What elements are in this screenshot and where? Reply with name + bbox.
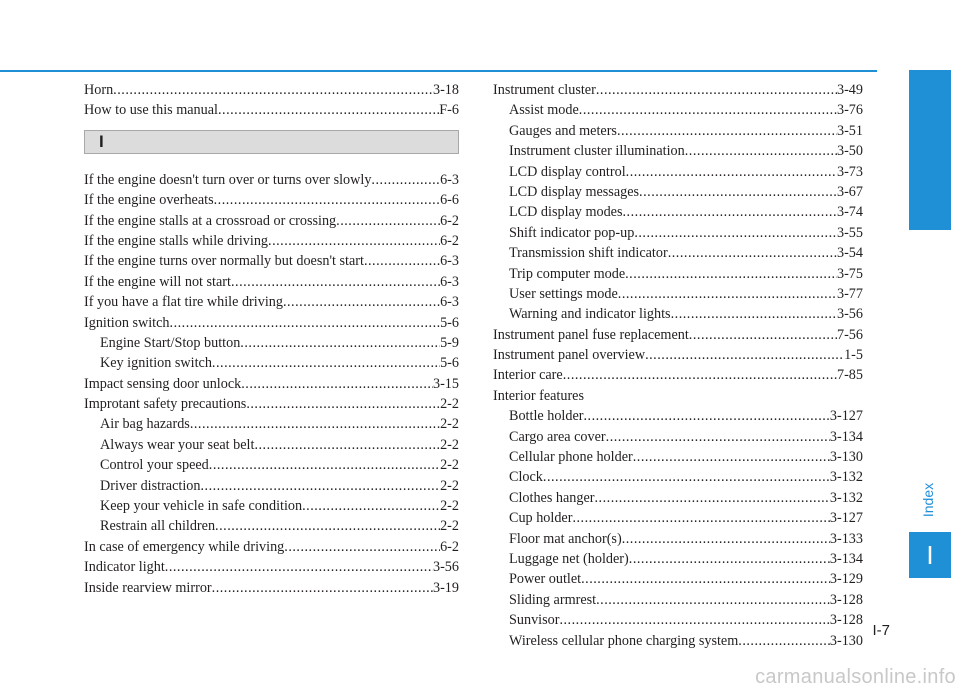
dot-leader xyxy=(626,162,837,182)
entry-title: Luggage net (holder) xyxy=(509,550,629,567)
entry-title: Ignition switch xyxy=(84,314,170,331)
index-subentry[interactable] xyxy=(493,284,863,304)
dot-leader xyxy=(190,414,440,434)
entry-page: 3-56 xyxy=(836,306,863,323)
entry-title: Warning and indicator lights xyxy=(509,306,671,323)
index-subentry[interactable] xyxy=(84,516,459,536)
entry-page: 3-19 xyxy=(432,579,459,596)
index-entry[interactable] xyxy=(84,170,459,190)
index-subentry[interactable] xyxy=(493,243,863,263)
entry-page: 3-127 xyxy=(829,510,863,527)
top-rule xyxy=(0,70,877,72)
entry-page: 6-3 xyxy=(440,253,459,270)
entry-page: F-6 xyxy=(439,102,459,119)
entry-title: If the engine stalls while driving xyxy=(84,232,269,249)
entry-page: 6-3 xyxy=(440,171,459,188)
index-subentry[interactable] xyxy=(493,264,863,284)
entry-page: 2-2 xyxy=(440,457,459,474)
index-subentry[interactable] xyxy=(493,304,863,324)
dot-leader xyxy=(563,365,837,385)
entry-title: If the engine will not start xyxy=(84,273,231,290)
entry-title: LCD display modes xyxy=(509,204,623,221)
index-entry[interactable] xyxy=(84,80,459,100)
dot-leader xyxy=(240,333,440,353)
entry-page: 3-132 xyxy=(829,489,863,506)
dot-leader xyxy=(218,100,439,120)
entry-title: Sunvisor xyxy=(509,612,560,629)
entry-page: 3-18 xyxy=(432,82,459,98)
entry-page: 3-74 xyxy=(836,204,863,221)
entry-page: 6-3 xyxy=(440,294,459,311)
entry-title: How to use this manual xyxy=(84,102,218,119)
dot-leader xyxy=(170,313,441,333)
entry-title: Bottle holder xyxy=(509,408,584,425)
entry-title: Cellular phone holder xyxy=(509,449,633,466)
index-subentry[interactable] xyxy=(493,447,863,467)
entry-page: 3-130 xyxy=(829,632,863,649)
entry-title: Clock xyxy=(509,469,543,486)
entry-page: 6-6 xyxy=(440,192,459,209)
dot-leader xyxy=(618,284,837,304)
dot-leader xyxy=(671,304,837,324)
entry-page: 3-129 xyxy=(829,571,863,588)
index-entry[interactable] xyxy=(84,272,459,292)
dot-leader xyxy=(625,264,837,284)
index-list-main xyxy=(84,170,459,598)
side-tab-bar xyxy=(909,70,951,230)
entry-page: 2-2 xyxy=(440,416,459,433)
dot-leader xyxy=(165,557,433,577)
entry-page: 3-134 xyxy=(829,550,863,567)
entry-page: 2-2 xyxy=(440,477,459,494)
dot-leader xyxy=(559,610,829,630)
dot-leader xyxy=(581,569,830,589)
entry-page: 3-75 xyxy=(836,265,863,282)
entry-page: 3-133 xyxy=(829,530,863,547)
index-column-right xyxy=(493,80,863,651)
dot-leader xyxy=(336,211,440,231)
entry-page: 2-2 xyxy=(440,436,459,453)
index-entry[interactable] xyxy=(84,211,459,231)
index-subentry[interactable] xyxy=(493,162,863,182)
dot-leader xyxy=(738,631,830,651)
side-tab-label[interactable] xyxy=(917,470,939,530)
entry-page: 3-127 xyxy=(829,408,863,425)
entry-title: Interior care xyxy=(493,367,563,384)
entry-page: 3-132 xyxy=(829,469,863,486)
dot-leader xyxy=(606,427,830,447)
dot-leader xyxy=(685,141,837,161)
dot-leader xyxy=(668,243,837,263)
entry-title: LCD display messages xyxy=(509,183,640,200)
dot-leader xyxy=(364,251,440,271)
entry-title: Cargo area cover xyxy=(509,428,606,445)
entry-title: In case of emergency while driving xyxy=(84,538,285,555)
dot-leader xyxy=(200,476,440,496)
watermark: carmanualsonline.info xyxy=(755,666,956,688)
index-entry[interactable] xyxy=(84,100,459,120)
entry-page: 3-130 xyxy=(829,449,863,466)
index-subentry[interactable] xyxy=(84,476,459,496)
dot-leader xyxy=(639,182,837,202)
index-subentry[interactable] xyxy=(493,182,863,202)
index-subentry[interactable] xyxy=(493,610,863,630)
index-subentry[interactable] xyxy=(493,508,863,528)
entry-page: 1-5 xyxy=(844,347,863,364)
entry-title: Always wear your seat belt xyxy=(100,436,255,453)
index-list-top xyxy=(84,80,459,121)
dot-leader xyxy=(572,508,829,528)
index-entry[interactable] xyxy=(84,190,459,210)
entry-page: 2-2 xyxy=(440,396,459,413)
entry-page: 3-56 xyxy=(432,559,459,576)
entry-page: 7-85 xyxy=(836,367,863,384)
dot-leader xyxy=(543,467,830,487)
index-entry[interactable] xyxy=(84,292,459,312)
entry-title: Assist mode xyxy=(509,102,579,119)
index-entry[interactable] xyxy=(493,365,863,385)
index-entry[interactable] xyxy=(84,251,459,271)
entry-title: Wireless cellular phone charging system xyxy=(509,632,739,649)
entry-page: 2-2 xyxy=(440,498,459,515)
entry-page: 3-67 xyxy=(836,183,863,200)
index-subentry[interactable] xyxy=(84,353,459,373)
entry-title: If the engine overheats xyxy=(84,192,214,209)
entry-page: 5-9 xyxy=(440,334,459,351)
dot-leader xyxy=(241,374,433,394)
dot-leader xyxy=(622,529,830,549)
index-subentry[interactable] xyxy=(493,467,863,487)
entry-page: 3-55 xyxy=(836,224,863,241)
entry-page: 7-56 xyxy=(836,326,863,343)
dot-leader xyxy=(623,202,837,222)
entry-page: 6-2 xyxy=(440,232,459,249)
dot-leader xyxy=(254,435,440,455)
index-subentry[interactable] xyxy=(493,121,863,141)
entry-title: If the engine doesn't turn over or turns over slowly xyxy=(84,171,372,188)
entry-page: 3-76 xyxy=(836,102,863,119)
index-entry[interactable] xyxy=(493,386,863,406)
dot-leader xyxy=(596,590,830,610)
dot-leader xyxy=(645,345,844,365)
entry-title: User settings mode xyxy=(509,285,618,302)
index-subentry[interactable] xyxy=(84,455,459,475)
dot-leader xyxy=(689,325,837,345)
index-subentry[interactable] xyxy=(493,406,863,426)
dot-leader xyxy=(268,231,440,251)
dot-leader xyxy=(214,190,440,210)
dot-leader xyxy=(371,170,440,190)
index-column-left xyxy=(84,80,459,598)
entry-page: 3-73 xyxy=(836,163,863,180)
entry-page: 5-6 xyxy=(440,355,459,372)
dot-leader xyxy=(629,549,830,569)
entry-page: 3-49 xyxy=(836,82,863,98)
entry-title: Clothes hanger xyxy=(509,489,595,506)
index-entry[interactable] xyxy=(84,557,459,577)
entry-title: Key ignition switch xyxy=(100,355,212,372)
index-entry[interactable] xyxy=(84,231,459,251)
entry-page: 5-6 xyxy=(440,314,459,331)
index-subentry[interactable] xyxy=(84,435,459,455)
index-subentry[interactable] xyxy=(493,488,863,508)
index-subentry[interactable] xyxy=(84,414,459,434)
index-subentry[interactable] xyxy=(493,427,863,447)
entry-title: Sliding armrest xyxy=(509,591,597,608)
side-tab-letter[interactable]: I xyxy=(909,532,951,578)
entry-page: 3-54 xyxy=(836,245,863,262)
entry-title: Indicator light xyxy=(84,559,165,576)
index-subentry[interactable] xyxy=(493,590,863,610)
index-entry[interactable] xyxy=(84,537,459,557)
entry-title: Improtant safety precautions xyxy=(84,396,247,413)
entry-title: LCD display control xyxy=(509,163,626,180)
entry-title: Keep your vehicle in safe condition xyxy=(100,498,303,515)
index-subentry[interactable] xyxy=(493,549,863,569)
entry-title: Power outlet xyxy=(509,571,582,588)
dot-leader xyxy=(284,537,440,557)
entry-title: Restrain all children xyxy=(100,518,216,535)
dot-leader xyxy=(209,455,440,475)
entry-title: Instrument cluster xyxy=(493,82,596,98)
dot-leader xyxy=(302,496,440,516)
entry-title: Engine Start/Stop button xyxy=(100,334,241,351)
dot-leader xyxy=(583,406,829,426)
entry-page: 3-128 xyxy=(829,591,863,608)
index-entry[interactable] xyxy=(84,394,459,414)
dot-leader xyxy=(596,80,837,100)
entry-page: 3-15 xyxy=(432,375,459,392)
index-entry[interactable] xyxy=(84,313,459,333)
entry-page: 3-77 xyxy=(836,285,863,302)
entry-page: 6-2 xyxy=(440,538,459,555)
section-header-i: I xyxy=(84,130,459,154)
index-subentry[interactable] xyxy=(493,569,863,589)
entry-title: Gauges and meters xyxy=(509,122,617,139)
entry-title: Horn xyxy=(84,82,114,98)
entry-title: If the engine turns over normally but doesn't start xyxy=(84,253,364,270)
entry-page: 3-134 xyxy=(829,428,863,445)
entry-title: Instrument cluster illumination xyxy=(509,143,685,160)
entry-page: 6-3 xyxy=(440,273,459,290)
entry-title: Inside rearview mirror xyxy=(84,579,212,596)
dot-leader xyxy=(231,272,440,292)
entry-page: 3-128 xyxy=(829,612,863,629)
entry-title: Shift indicator pop-up xyxy=(509,224,635,241)
index-entry[interactable] xyxy=(84,578,459,598)
index-subentry[interactable] xyxy=(84,333,459,353)
page-number: I-7 xyxy=(872,622,890,639)
dot-leader xyxy=(246,394,440,414)
dot-leader xyxy=(579,100,837,120)
entry-title: Cup holder xyxy=(509,510,573,527)
dot-leader xyxy=(113,80,433,100)
side-tab-label-text: Index xyxy=(920,482,936,518)
dot-leader xyxy=(617,121,837,141)
index-subentry[interactable] xyxy=(493,202,863,222)
entry-page: 3-51 xyxy=(836,122,863,139)
dot-leader xyxy=(215,516,440,536)
index-subentry[interactable] xyxy=(84,496,459,516)
index-subentry[interactable] xyxy=(493,631,863,651)
entry-title: Trip computer mode xyxy=(509,265,626,282)
entry-title: Instrument panel fuse replacement xyxy=(493,326,689,343)
entry-title: Air bag hazards xyxy=(100,416,190,433)
index-entry[interactable] xyxy=(493,325,863,345)
entry-title: Floor mat anchor(s) xyxy=(509,530,622,547)
index-entry[interactable] xyxy=(493,80,863,100)
dot-leader xyxy=(634,223,837,243)
index-subentry[interactable] xyxy=(493,529,863,549)
entry-title: Interior features xyxy=(493,387,584,404)
entry-page: 6-2 xyxy=(440,212,459,229)
entry-title: Impact sensing door unlock xyxy=(84,375,242,392)
entry-title: If the engine stalls at a crossroad or crossing xyxy=(84,212,337,229)
dot-leader xyxy=(633,447,830,467)
entry-page: 3-50 xyxy=(836,143,863,160)
index-entry[interactable] xyxy=(84,374,459,394)
index-subentry[interactable] xyxy=(493,141,863,161)
entry-title: If you have a flat tire while driving xyxy=(84,294,283,311)
index-subentry[interactable] xyxy=(493,100,863,120)
index-subentry[interactable] xyxy=(493,223,863,243)
index-entry[interactable] xyxy=(493,345,863,365)
index-list-right xyxy=(493,80,863,651)
dot-leader xyxy=(212,578,433,598)
entry-title: Control your speed xyxy=(100,457,209,474)
entry-title: Transmission shift indicator xyxy=(509,245,668,262)
dot-leader xyxy=(283,292,440,312)
entry-page: 2-2 xyxy=(440,518,459,535)
dot-leader xyxy=(595,488,830,508)
entry-title: Instrument panel overview xyxy=(493,347,646,364)
dot-leader xyxy=(212,353,440,373)
entry-title: Driver distraction xyxy=(100,477,201,494)
